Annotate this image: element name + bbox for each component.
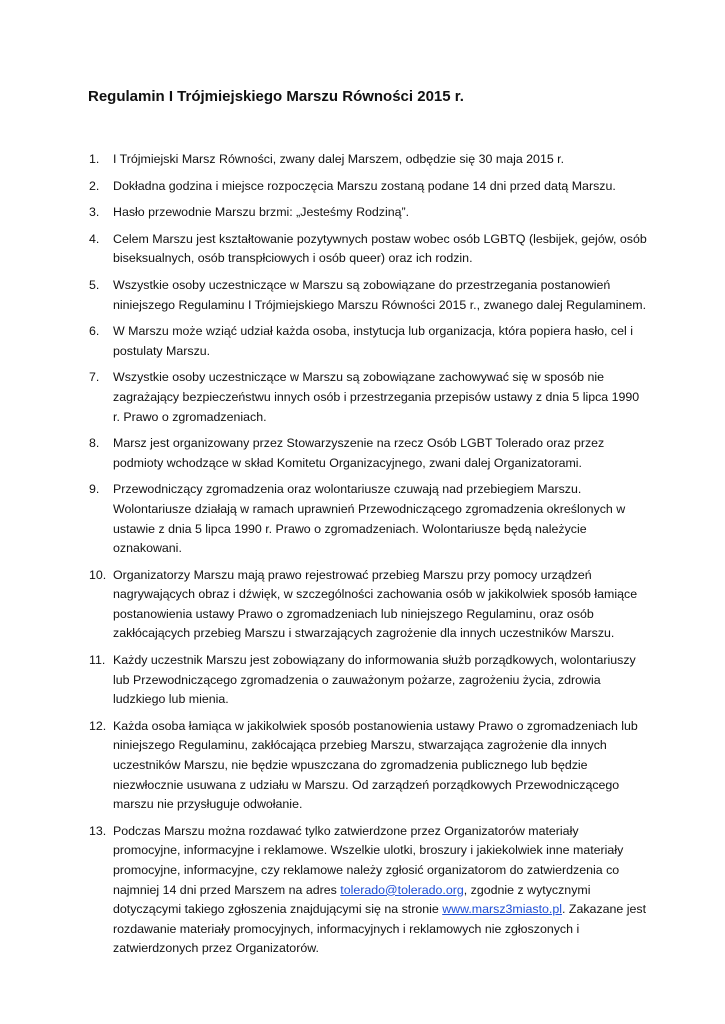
- rule-number: 12.: [89, 718, 107, 733]
- rule-text-part: , zgodnie z wytycznymi dotyczącymi takiego zgłoszenia znajdującymi się na stronie: [113, 882, 591, 917]
- rule-text: Celem Marszu jest kształtowanie pozytywnych postaw wobec osób LGBTQ (lesbijek, gejów, osób biseksualnych, osób transpłciowych i osób queer) oraz ich rodzin.: [113, 231, 647, 266]
- rule-text: Dokładna godzina i miejsce rozpoczęcia Marszu zostaną podane 14 dni przed datą Marszu.: [113, 178, 616, 193]
- rule-item-1: [89, 150, 649, 170]
- document-title: Regulamin I Trójmiejskiego Marszu Równości 2015 r.: [88, 88, 464, 105]
- rule-item-2: [89, 177, 649, 197]
- rule-number: 7.: [89, 370, 100, 385]
- rule-number: 5.: [89, 277, 100, 292]
- rule-number: 13.: [89, 823, 107, 838]
- rule-text-part: Podczas Marszu można rozdawać tylko zatwierdzone przez Organizatorów materiały promocyjne, informacyjne i reklamowe. Wszelkie ulotki, broszury i jakiekolwiek inne materiały promocyjne, informacyjne, czy reklamowe należy zgłosić organizatorom do zatwierdzenia co najmniej 14 dni przed Marszem na adres: [113, 823, 624, 897]
- rule-item-13: [89, 822, 649, 959]
- rule-item-6: [89, 322, 649, 361]
- rule-number: 11.: [89, 653, 106, 668]
- rule-text: Hasło przewodnie Marszu brzmi: „Jesteśmy Rodziną”.: [113, 205, 410, 220]
- rule-number: 3.: [89, 205, 100, 220]
- rule-text: Przewodniczący zgromadzenia oraz wolontariusze czuwają nad przebiegiem Marszu. Wolontariusze działają w ramach uprawnień Przewodniczącego zgromadzenia określonych w ustawie z dnia 5 lipca 1990 r. Prawo o zgromadzeniach. Wolontariusze będą należycie oznakowani.: [113, 482, 626, 556]
- rule-text: [113, 822, 649, 959]
- rule-number: 2.: [89, 178, 100, 193]
- rule-item-3: [89, 203, 649, 223]
- rule-item-12: [89, 717, 649, 815]
- rule-item-5: [89, 276, 649, 315]
- rule-number: 9.: [89, 482, 100, 497]
- rule-item-11: [89, 651, 649, 710]
- rule-item-7: [89, 368, 649, 427]
- rule-text: I Trójmiejski Marsz Równości, zwany dalej Marszem, odbędzie się 30 maja 2015 r.: [113, 152, 565, 166]
- rule-text: W Marszu może wziąć udział każda osoba, instytucja lub organizacja, która popiera hasło, cel i postulaty Marszu.: [113, 324, 633, 358]
- rule-number: 6.: [89, 324, 100, 339]
- rule-number: 1.: [89, 152, 100, 166]
- rule-text: Wszystkie osoby uczestniczące w Marszu są zobowiązane do przestrzegania postanowień niniejszego Regulaminu I Trójmiejskiego Marszu Równości 2015 r., zwanego dalej Regulaminem.: [113, 277, 647, 312]
- rule-number: 10.: [89, 567, 107, 582]
- rules-list: [89, 150, 649, 966]
- rule-item-8: [89, 434, 649, 473]
- rule-text: Każdy uczestnik Marszu jest zobowiązany do informowania służb porządkowych, wolontariuszy lub Przewodniczącego zgromadzenia o zauważonym pożarze, zagrożeniu życia, zdrowia ludzkiego lub mienia.: [113, 653, 636, 707]
- rule-text: Każda osoba łamiąca w jakikolwiek sposób postanowienia ustawy Prawo o zgromadzeniach lub niniejszego Regulaminu, zakłócająca przebieg Marszu, stwarzająca zagrożenie dla innych uczestników Marszu, nie będzie wpuszczana do zgromadzenia publicznego lub będzie niezwłocznie usuwana z udziału w Marszu. Od zarządzeń porządkowych Przewodniczącego marszu nie przysługuje odwołanie.: [113, 718, 638, 812]
- rule-item-4: [89, 230, 649, 269]
- rule-item-9: [89, 480, 649, 558]
- rule-text-part: . Zakazane jest rozdawanie materiały promocyjnych, informacyjnych i reklamowych nie zgłoszonych i zatwierdzonych przez Organizatorów.: [113, 902, 647, 956]
- rule-text: Wszystkie osoby uczestniczące w Marszu są zobowiązane zachowywać się w sposób nie zagrażający bezpieczeństwu innych osób i przestrzegania przepisów ustawy z dnia 5 lipca 1990 r. Prawo o zgromadzeniach.: [113, 370, 640, 424]
- website-link[interactable]: www.marsz3miasto.pl: [442, 902, 563, 917]
- rule-text: Organizatorzy Marszu mają prawo rejestrować przebieg Marszu przy pomocy urządzeń nagrywających obraz i dźwięk, w szczególności zachowania osób w jakikolwiek sposób łamiące postanowienia ustawy Prawo o zgromadzeniach lub niniejszego Regulaminu, oraz osób zakłócających przebieg Marszu i stwarzających zagrożenie dla innych uczestników Marszu.: [113, 567, 638, 641]
- rule-number: 8.: [89, 436, 100, 451]
- rule-text: Marsz jest organizowany przez Stowarzyszenie na rzecz Osób LGBT Tolerado oraz przez podmioty wchodzące w skład Komitetu Organizacyjnego, zwani dalej Organizatorami.: [113, 436, 605, 470]
- email-link[interactable]: tolerado@tolerado.org: [340, 882, 464, 897]
- rule-item-10: [89, 566, 649, 644]
- rule-number: 4.: [89, 231, 100, 246]
